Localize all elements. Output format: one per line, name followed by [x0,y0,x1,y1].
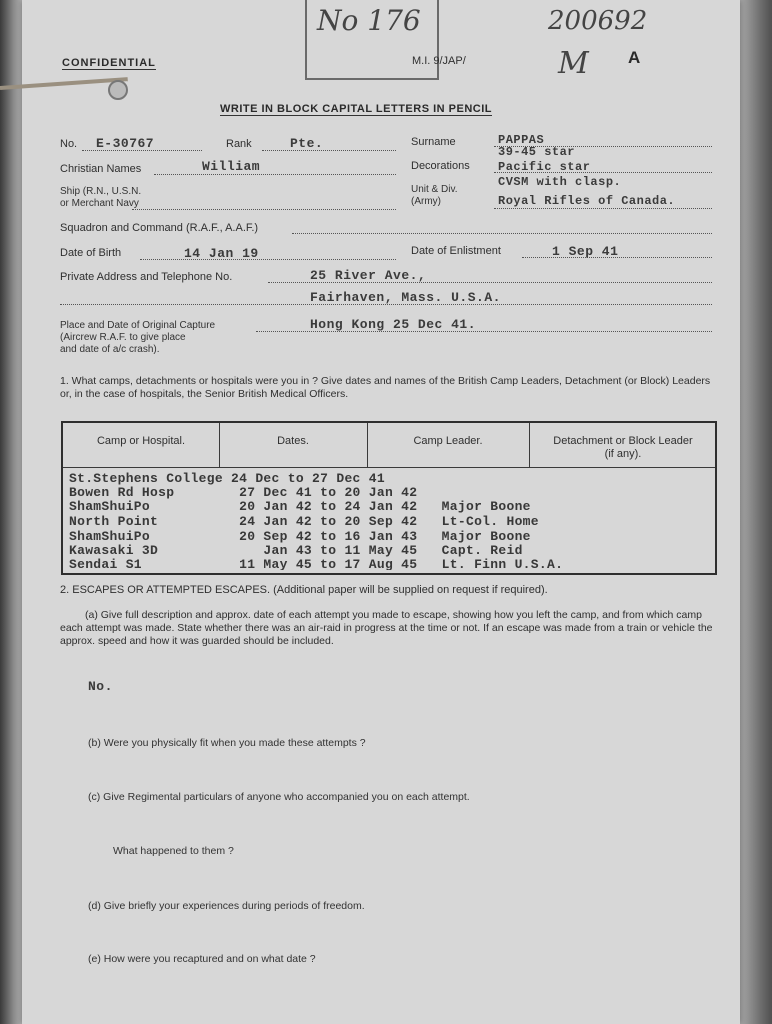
table-row: North Point 24 Jan 42 to 20 Sep 42 Lt-Col. Home [69,514,539,529]
question-1: 1. What camps, detachments or hospitals were you in ? Give dates and names of the British Camp Leaders, Detachment (or Block) Leaders or, in the case of hospitals, the Senior British Medical Officers. [60,375,711,400]
table-header-camp: Camp or Hospital. [96,435,186,447]
address-label: Private Address and Telephone No. [60,271,233,283]
camps-table [61,421,717,575]
address-value-2: Fairhaven, Mass. U.S.A. [310,290,501,305]
enlistment-value: 1 Sep 41 [552,244,619,259]
table-row: ShamShuiPo 20 Jan 42 to 24 Jan 42 Major Boone [69,499,531,514]
decorations-label: Decorations [411,160,470,172]
reference-label: M.I. 9/JAP/ [412,55,466,67]
no-label: No. [60,138,78,150]
christian-names-value: William [202,159,261,174]
instruction-heading: WRITE IN BLOCK CAPITAL LETTERS IN PENCIL [220,103,492,115]
surname-value: PAPPAS [498,133,545,147]
table-header-dates: Dates. [277,435,309,447]
question-2a: (a) Give full description and approx. date of each attempt you made to escape, showing how you left the camp, and from which camp each attempt was made. State whether there was an air-raid in progress at the time or not. If an escape was made from a train or vehicle the approx. speed and how it was guarded should be included. [60,609,713,647]
rank-value: Pte. [290,136,324,151]
surname-label: Surname [411,136,456,148]
stamp-number: No 176 [317,4,421,37]
table-column-divider [529,423,530,467]
capture-value: Hong Kong 25 Dec 41. [310,317,477,332]
question-2d: (d) Give briefly your experiences during periods of freedom. [88,900,365,912]
table-row: Sendai S1 11 May 45 to 17 Aug 45 Lt. Finn U.S.A. [69,557,564,570]
question-2-title: 2. ESCAPES OR ATTEMPTED ESCAPES. (Additional paper will be supplied on request if required). [60,584,548,596]
unit-label-2: (Army) [411,196,441,207]
question-2c-followup: What happened to them ? [113,845,234,857]
rank-label: Rank [226,138,252,150]
table-header-camp-leader: Camp Leader. [413,435,483,447]
capture-label-1: Place and Date of Original Capture [60,320,216,331]
file-number: 200692 [548,6,648,36]
unit-label-1: Unit & Div. [411,184,458,195]
handwritten-initials: M [558,46,589,81]
decorations-value-3: CVSM with clasp. [498,175,622,189]
dob-label: Date of Birth [60,247,122,259]
enlistment-label: Date of Enlistment [411,245,501,257]
ship-label-2: or Merchant Navy [60,198,139,209]
table-row: Bowen Rd Hosp 27 Dec 41 to 20 Jan 42 [69,485,418,500]
christian-names-line [154,174,396,175]
dob-value: 14 Jan 19 [184,246,259,261]
unit-line [494,208,712,209]
question-2c: (c) Give Regimental particulars of anyone who accompanied you on each attempt. [88,791,470,803]
table-header-divider [63,467,715,468]
question-2a-answer: No. [88,679,113,694]
table-row: ShamShuiPo 20 Sep 42 to 16 Jan 43 Major Boone [69,529,531,544]
table-header-detachment: Detachment or Block Leader (if any). [553,435,693,460]
form-letter: A [628,48,641,67]
binder-ring [108,80,128,100]
capture-label-2: (Aircrew R.A.F. to give place [60,332,186,343]
question-2e: (e) How were you recaptured and on what date ? [88,953,316,965]
question-2b: (b) Were you physically fit when you made these attempts ? [88,737,366,749]
no-value: E-30767 [96,136,155,151]
decorations-value-1: 39-45 star [498,145,576,159]
squadron-label: Squadron and Command (R.A.F., A.A.F.) [60,222,259,234]
table-row: St.Stephens College 24 Dec to 27 Dec 41 [69,471,385,486]
dob-line [140,259,396,260]
confidential-label: CONFIDENTIAL [62,57,156,69]
ship-label-1: Ship (R.N., U.S.N. [60,186,142,197]
table-row: Kawasaki 3D Jan 43 to 11 May 45 Capt. Reid [69,543,523,558]
unit-value: Royal Rifles of Canada. [498,194,676,208]
christian-names-label: Christian Names [60,163,142,175]
rank-line [262,150,396,151]
decorations-value-2: Pacific star [498,160,591,174]
capture-label-3: and date of a/c crash). [60,344,160,355]
ship-line [132,209,396,210]
squadron-line [292,233,712,234]
file-stamp [305,0,439,80]
address-value-1: 25 River Ave., [310,268,427,283]
